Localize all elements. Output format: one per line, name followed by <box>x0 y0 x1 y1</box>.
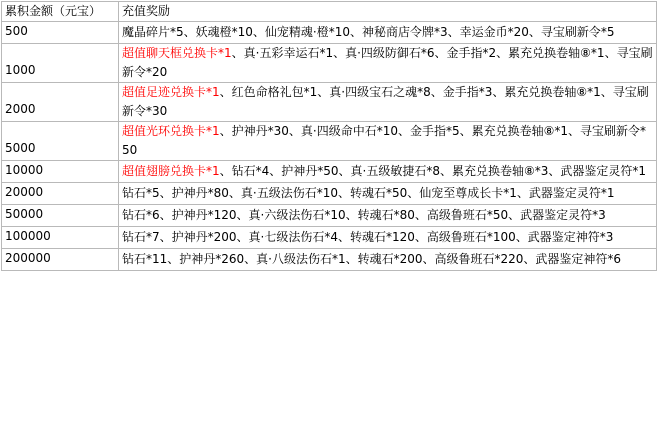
amount-cell: 20000 <box>2 183 119 205</box>
table-row <box>2 122 657 161</box>
amount-cell: 5000 <box>2 122 119 161</box>
amount-cell: 2000 <box>2 83 119 122</box>
amount-cell: 1000 <box>2 44 119 83</box>
amount-cell: 100000 <box>2 227 119 249</box>
reward-text: 、红色命格礼包*1、真·四级宝石之魂*8、金手指*3、累充兑换卷轴⑧*1、寻宝刷新令*30 <box>122 85 649 118</box>
table-row <box>2 227 657 249</box>
highlight-reward: 超值光环兑换卡*1 <box>122 124 220 138</box>
reward-text: 钻石*11、护神丹*260、真·八级法伤石*1、转魂石*200、高级鲁班石*220、武器鉴定神符*6 <box>122 252 622 266</box>
reward-text: 、真·五彩幸运石*1、真·四级防御石*6、金手指*2、累充兑换卷轴⑧*1、寻宝刷新令*20 <box>122 46 653 79</box>
table-row <box>2 249 657 271</box>
table-row <box>2 83 657 122</box>
recharge-reward-table <box>1 1 657 271</box>
header-reward: 充值奖励 <box>119 2 657 22</box>
table-header-row <box>2 2 657 22</box>
highlight-reward: 超值足迹兑换卡*1 <box>122 85 220 99</box>
reward-cell <box>119 205 657 227</box>
table-row <box>2 22 657 44</box>
reward-text: 、护神丹*30、真·四级命中石*10、金手指*5、累充兑换卷轴⑧*1、寻宝刷新令*50 <box>122 124 647 157</box>
amount-cell: 50000 <box>2 205 119 227</box>
reward-text: 钻石*7、护神丹*200、真·七级法伤石*4、转魂石*120、高级鲁班石*100、武器鉴定神符*3 <box>122 230 614 244</box>
reward-cell <box>119 44 657 83</box>
reward-text: 钻石*6、护神丹*120、真·六级法伤石*10、转魂石*80、高级鲁班石*50、武器鉴定灵符*3 <box>122 208 606 222</box>
reward-cell <box>119 83 657 122</box>
reward-cell <box>119 161 657 183</box>
amount-cell: 10000 <box>2 161 119 183</box>
reward-text: 、钻石*4、护神丹*50、真·五级敏捷石*8、累充兑换卷轴⑧*3、武器鉴定灵符*1 <box>219 164 647 178</box>
table-row <box>2 205 657 227</box>
amount-cell: 200000 <box>2 249 119 271</box>
header-amount: 累积金额（元宝） <box>2 2 119 22</box>
highlight-reward: 超值聊天框兑换卡*1 <box>122 46 232 60</box>
table-row <box>2 44 657 83</box>
reward-cell <box>119 227 657 249</box>
reward-cell <box>119 183 657 205</box>
reward-cell <box>119 249 657 271</box>
reward-text: 魔晶碎片*5、妖魂橙*10、仙宠精魂·橙*10、神秘商店令牌*3、幸运金币*20、寻宝刷新令*5 <box>122 25 615 39</box>
amount-cell: 500 <box>2 22 119 44</box>
table-row <box>2 183 657 205</box>
reward-cell <box>119 22 657 44</box>
highlight-reward: 超值翅膀兑换卡*1 <box>122 164 220 178</box>
table-row <box>2 161 657 183</box>
reward-cell <box>119 122 657 161</box>
reward-text: 钻石*5、护神丹*80、真·五级法伤石*10、转魂石*50、仙宠至尊成长卡*1、武器鉴定灵符*1 <box>122 186 615 200</box>
